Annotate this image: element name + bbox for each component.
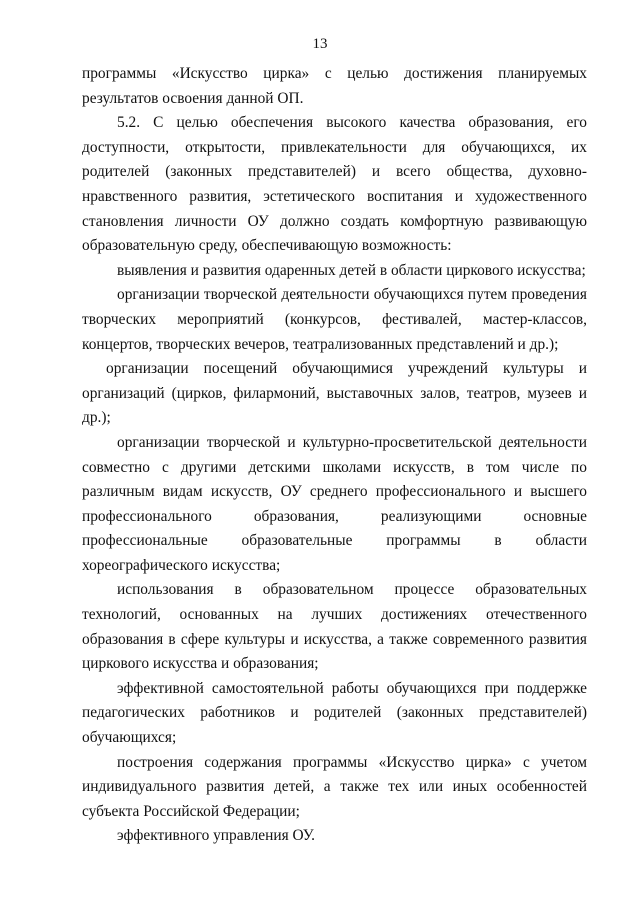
list-item-creative-activity: организации творческой деятельности обучающихся путем проведения творческих мероприятий (конкурсов, фестивалей, мастер-классов, концертов, творческих вечеров, театрализованных представлений и др.); [82,286,587,353]
paragraph-section-5-2: 5.2. С целью обеспечения высокого качества образования, его доступности, открытости, привлекательности для обучающихся, их родителей (законных представителей) и всего общества, духовно-нравственного развития, эстетического воспитания и художественного становления личности ОУ должно создать комфортную развивающую образовательную среду, обеспечивающую возможность: [82,114,587,255]
list-item-cultural-visits: организации посещений обучающимися учреждений культуры и организаций (цирков, филармоний, выставочных залов, театров, музеев и др.); [82,360,587,427]
list-item-program-content: построения содержания программы «Искусство цирка» с учетом индивидуального развития детей, а также тех или иных особенностей субъекта Российской Федерации; [82,753,587,820]
list-item-cultural-educational: организации творческой и культурно-просветительской деятельности совместно с другими детскими школами искусств, в том числе по различным видам искусств, ОУ среднего профессионального и высшего профессионального образования, реализующими основные профессиональные образовательные программы в области хореографического искусства; [82,433,587,574]
list-item-gifted-children: выявления и развития одаренных детей в области циркового искусства; [117,261,586,279]
page-number: 13 [312,36,328,52]
paragraph-continuation: программы «Искусство цирка» с целью достижения планируемых результатов освоения данной ОП. [82,65,587,107]
list-item-management: эффективного управления ОУ. [117,827,316,845]
list-item-independent-work: эффективной самостоятельной работы обучающихся при поддержке педагогических работников и родителей (законных представителей) обучающихся; [82,679,587,747]
list-item-educational-technologies: использования в образовательном процессе образовательных технологий, основанных на лучших достижениях отечественного образования в сфере культуры и искусства, а также современного развития циркового искусства и образования; [82,581,587,673]
document-body [82,62,587,849]
